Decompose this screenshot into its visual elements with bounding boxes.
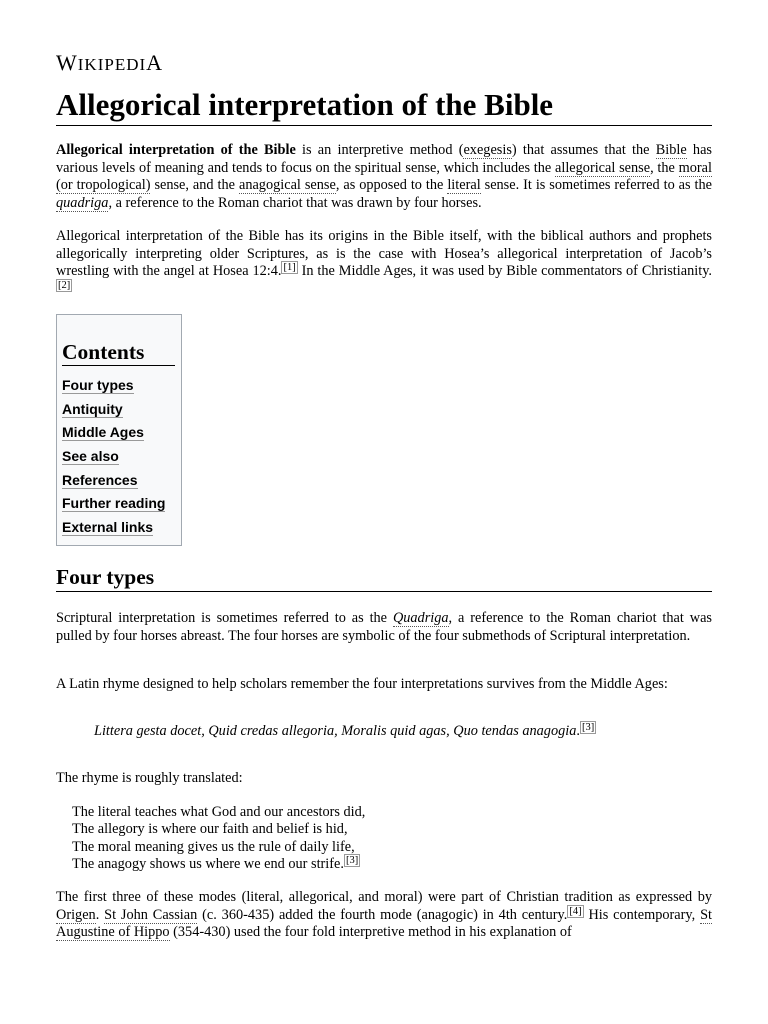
text: (354-430) used the four fold interpretive method in his explanation of	[169, 924, 572, 941]
quote-text: Littera gesta docet, Quid credas allegoria, Moralis quid agas, Quo tendas anagogia	[94, 723, 577, 739]
text: , as opposed to the	[335, 177, 448, 194]
toc-item-label: External links	[62, 519, 154, 536]
table-of-contents	[56, 314, 182, 546]
link-st-augustine[interactable]: St Augustine of Hippo	[56, 906, 712, 941]
toc-item-label: See also	[62, 448, 119, 465]
link-bible[interactable]: Bible	[655, 142, 687, 158]
citation-3[interactable]: [3]	[581, 722, 595, 733]
page-title: Allegorical interpretation of the Bible	[56, 86, 712, 126]
text: In the Middle Ages, it was used by Bible commentators of Christianity.	[297, 263, 712, 280]
text: .	[95, 906, 105, 923]
verse-line: The allegory is where our faith and belief is hid,	[72, 821, 348, 838]
toc-item-label: Further reading	[62, 495, 166, 512]
wordmark-middle: IKIPEDI	[77, 55, 147, 74]
link-quadriga[interactable]	[56, 195, 108, 212]
text: , a reference to the Roman chariot that was drawn by four horses.	[108, 194, 482, 211]
four-types-paragraph-4	[56, 889, 712, 942]
text: Allegorical interpretation of the Bible has its origins in the Bible itself, with the biblical authors and prophets allegorically interpreting older Scriptures, as is the case with Hosea’s allegorical interpretation of Jacob’s wrestling with the angel at Hosea 12:4.	[56, 228, 712, 280]
four-types-paragraph-3: The rhyme is roughly translated:	[56, 770, 243, 786]
text: Scriptural interpretation is sometimes referred to as the	[56, 610, 393, 626]
text: (c. 360-435) added the fourth mode (anagogic) in 4th century.	[197, 906, 568, 923]
intro-bold-term: Allegorical interpretation of the Bible	[56, 142, 296, 158]
text: sense, and the	[150, 177, 239, 194]
wordmark-initial: W	[56, 50, 78, 75]
verse-line-text: The anagogy shows us where we end our strife.	[72, 855, 344, 872]
toc-item-external-links[interactable]	[62, 516, 165, 540]
verse-line: The literal teaches what God and our ancestors did,	[72, 804, 366, 820]
link-exegesis[interactable]: exegesis	[463, 142, 512, 158]
text: His contemporary,	[583, 906, 701, 923]
four-types-paragraph-1	[56, 610, 712, 645]
toc-item-antiquity[interactable]	[62, 398, 165, 422]
citation-1[interactable]: [1]	[283, 262, 296, 274]
toc-item-label: Four types	[62, 377, 134, 393]
toc-item-middle-ages[interactable]	[62, 421, 165, 445]
toc-item-four-types[interactable]	[62, 374, 165, 398]
citation-2[interactable]: [2]	[58, 279, 71, 291]
link-anagogical-sense[interactable]: anagogical sense	[238, 177, 336, 194]
wikipedia-wordmark[interactable]	[56, 50, 163, 76]
text: , a reference to the Roman chariot that was pulled by four horses abreast. The four horses are symbolic of the four submethods of Scriptural interpretation.	[56, 610, 712, 644]
toc-item-references[interactable]	[62, 469, 165, 493]
link-origen[interactable]: Origen	[56, 906, 96, 923]
translated-verse	[72, 804, 692, 873]
section-heading-four-types: Four types	[56, 564, 712, 592]
latin-rhyme-quote	[94, 722, 694, 740]
text: ) that assumes that the	[511, 142, 656, 158]
text: is an interpretive method (	[295, 142, 464, 158]
link-moral[interactable]: moral (or tropological)	[56, 159, 712, 194]
wordmark-final: A	[146, 50, 164, 75]
citation-3b[interactable]: [3]	[345, 854, 359, 866]
link-quadriga-2-text: Quadriga	[392, 610, 449, 626]
toc-list	[62, 374, 165, 540]
intro-paragraph-2	[56, 228, 712, 298]
citation-4[interactable]: [4]	[569, 905, 582, 917]
intro-paragraph-1	[56, 142, 712, 212]
toc-item-further-reading[interactable]	[62, 492, 165, 516]
link-st-john-cassian[interactable]: St John Cassian	[104, 906, 198, 923]
toc-item-label: Middle Ages	[62, 424, 144, 441]
link-quadriga-2[interactable]	[393, 610, 449, 627]
link-quadriga-text: quadriga	[56, 194, 109, 211]
link-allegorical-sense[interactable]: allegorical sense	[555, 159, 651, 176]
text: , the	[650, 159, 679, 176]
link-literal[interactable]: literal	[447, 177, 481, 194]
verse-line-last	[72, 856, 692, 873]
verse-line: The moral meaning gives us the rule of daily life,	[72, 838, 355, 855]
text: sense. It is sometimes referred to as the	[480, 177, 713, 194]
toc-item-see-also[interactable]	[62, 445, 165, 469]
quote-end: .	[576, 723, 580, 739]
toc-title: Contents	[62, 339, 175, 366]
toc-item-label: References	[62, 471, 138, 488]
toc-item-label: Antiquity	[62, 400, 123, 417]
four-types-paragraph-2: A Latin rhyme designed to help scholars remember the four interpretations survives from the Middle Ages:	[56, 676, 668, 692]
text: has various levels of meaning and tends to focus on the spiritual sense, which includes the	[56, 142, 712, 176]
text: The first three of these modes (literal, allegorical, and moral) were part of Christian tradition as expressed by	[56, 889, 712, 905]
